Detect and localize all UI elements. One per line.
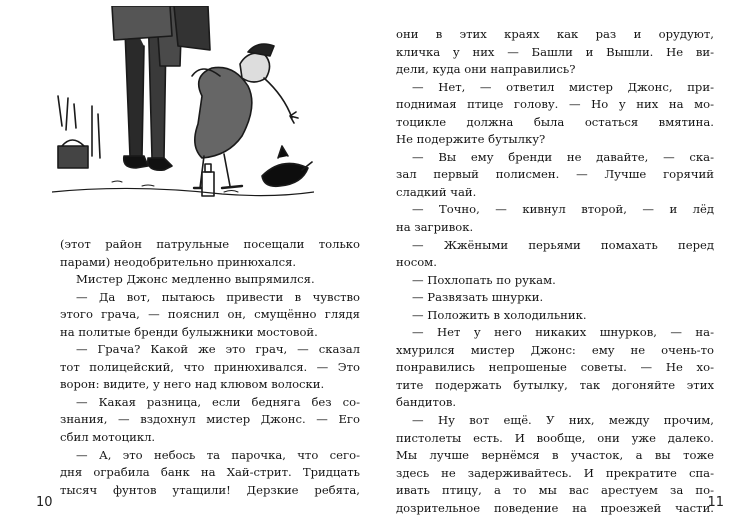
text-line: здесь не задерживайтесь. И прекратите спа- (396, 465, 714, 480)
text-line: — Нет у него никаких шнурков, — на- (412, 325, 714, 340)
text-line: Мистер Джонс медленно выпрямился. (76, 272, 315, 287)
text-line: поднимая птице голову. — Но у них на мо- (396, 97, 714, 112)
text-line: — Грача? Какой же это грач, — сказал (76, 342, 360, 357)
text-line: тот полицейский, что принюхивался. — Это (60, 359, 360, 374)
text-line: парами) неодобрительно принюхался. (60, 254, 297, 269)
text-line: на загривок. (396, 220, 474, 235)
text-line: тите подержать бутылку, так догоняйте этих (396, 377, 714, 392)
text-line: — Ну вот ещё. У них, между прочим, (412, 413, 714, 428)
left-page-text (60, 236, 360, 499)
text-line: Не подержите бутылку? (396, 132, 546, 147)
text-line: зал первый полисмен. — Лучше горячий (396, 167, 714, 182)
right-page (378, 0, 756, 524)
text-line: — Какая разница, если бедняга без со- (76, 394, 360, 409)
text-line: ворон: видите, у него над клювом волоски. (60, 377, 325, 392)
text-line: ивать птицу, а то мы вас арестуем за по- (396, 483, 714, 498)
text-line: — Точно, — кивнул второй, — и лёд (412, 202, 714, 217)
text-line: на политые бренди булыжники мостовой. (60, 324, 318, 339)
text-line: — Жжёными перьями помахать перед (412, 237, 714, 252)
page-number-right: 11 (707, 495, 724, 510)
text-line: тоцикле должна была остаться вмятина. (396, 114, 714, 129)
text-line: они в этих краях как раз и орудуют, (396, 27, 714, 41)
text-line: кличка у них — Башли и Вышли. Не ви- (396, 44, 714, 59)
text-line: — Развязать шнурки. (412, 290, 544, 305)
text-line: дели, куда они направились? (396, 62, 576, 77)
text-line: понравились непрошеные советы. — Не хо- (396, 360, 714, 375)
text-line: этого грача, — пояснил он, смущённо глядя (60, 307, 360, 322)
illustration-ink-drawing (52, 6, 314, 206)
text-line: знания, — вздохнул мистер Джонс. — Его (60, 412, 360, 427)
text-line: (этот район патрульные посещали только (60, 237, 360, 251)
text-line: дня ограбила банк на Хай-стрит. Тридцать (60, 465, 360, 480)
text-line: тысяч фунтов утащили! Дерзкие ребята, (60, 482, 360, 497)
text-line: сладкий чай. (396, 184, 477, 199)
text-line: хмурился мистер Джонс: ему не очень-то (396, 342, 714, 357)
text-line: дозрительное поведение на проезжей части. (396, 500, 714, 515)
text-line: сбил мотоцикл. (60, 430, 156, 445)
text-line: — Похлопать по рукам. (412, 272, 556, 287)
text-line: — Да вот, пытаюсь привести в чувство (76, 289, 360, 304)
text-line: носом. (396, 255, 437, 270)
text-line: — Вы ему бренди не давайте, — ска- (412, 149, 714, 164)
text-line: Мы лучше вернёмся в участок, а вы тоже (396, 448, 714, 463)
text-line: пистолеты есть. И вообще, они уже далеко. (396, 430, 714, 445)
text-line: — А, это небось та парочка, что сего- (76, 447, 360, 462)
text-line: — Положить в холодильник. (412, 307, 587, 322)
text-line: бандитов. (396, 395, 457, 410)
right-page-text (396, 26, 714, 517)
text-line: — Нет, — ответил мистер Джонс, при- (412, 79, 714, 94)
page-number-left: 10 (36, 495, 53, 510)
